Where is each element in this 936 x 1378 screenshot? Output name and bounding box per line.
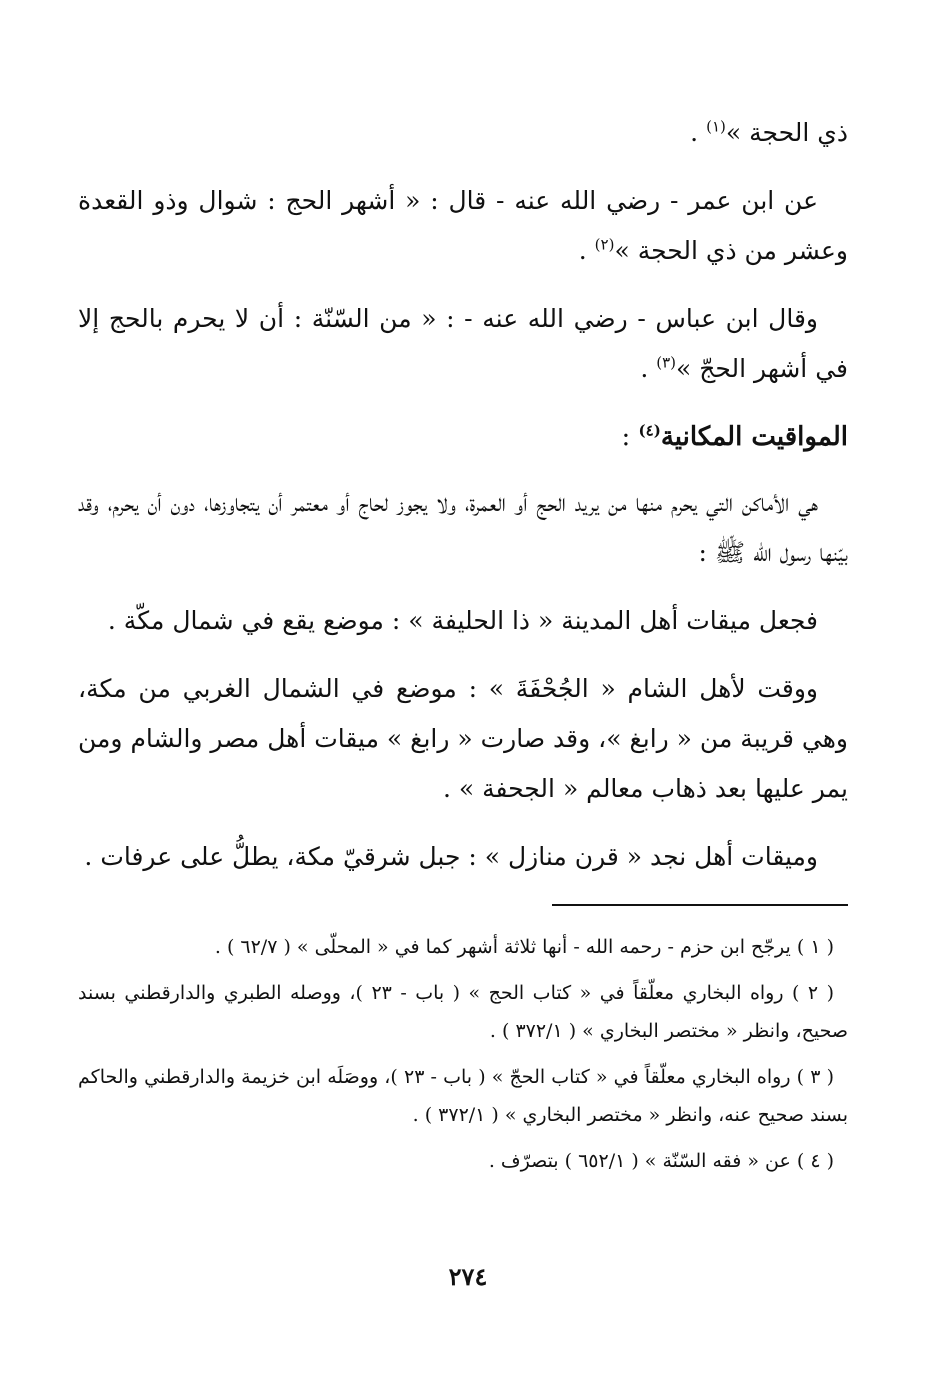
footnote-2: ( ٢ ) رواه البخاري معلّقاً في « كتاب الحج » ( باب - ٢٣ )، ووصله الطبري والدارقطني بسند صحيح، وانظر « مختصر البخاري » ( ٣٧٢/١ ) . (78, 982, 848, 1042)
footnote-marker: (١) (706, 117, 726, 136)
paragraph-text: عن ابن عمر - رضي الله عنه - قال : « أشهر الحج : شوال وذو القعدة وعشر من ذي الحجة » (78, 186, 848, 265)
body-paragraph-2: فجعل ميقات أهل المدينة « ذا الحليفة » : موضع يقع في شمال مكّة . (107, 606, 818, 635)
footnote-marker: (٢) (594, 235, 615, 254)
footnotes (78, 928, 848, 1188)
paragraph-end: . (578, 236, 595, 265)
footnote-marker: (٣) (656, 353, 677, 372)
page-number: ٢٧٤ (448, 1262, 488, 1291)
heading-text: المواقيت المكانية (660, 422, 848, 452)
body-paragraph-4: وميقات أهل نجد « قرن منازل » : جبل شرقيّ مكة، يطلُّ على عرفات . (84, 842, 818, 871)
paragraph-text: وقال ابن عباس - رضي الله عنه - : « من السّنّة : أن لا يحرم بالحج إلا في أشهر الحجّ » (78, 304, 848, 383)
footnote-4: ( ٤ ) عن « فقه السّنّة » ( ٦٥٢/١ ) بتصرّف . (488, 1150, 834, 1172)
footnote-marker: (٤) (638, 421, 661, 440)
body-paragraph-3: ووقت لأهل الشام « الجُحْفَةَ » : موضع في الشمال الغربي من مكة، وهي قريبة من « رابغ »، وقد صارت « رابغ » ميقات أهل مصر والشام ومن يمر عليها بعد ذهاب معالم « الجحفة » . (78, 674, 848, 803)
body-paragraph-1: هي الأماكن التي يحرم منها من يريد الحج أو العمرة، ولا يجوز لحاج أو معتمر أن يتجاوزها، دون أن يحرم، وقد بيّنها رسول الله ﷺ : (78, 488, 848, 567)
footnote-3: ( ٣ ) رواه البخاري معلّقاً في « كتاب الحجّ » ( باب - ٢٣ )، ووصَلَه ابن خزيمة والدارقطني والحاكم بسند صحيح عنه، وانظر « مختصر البخاري » ( ٣٧٢/١ ) . (78, 1066, 848, 1126)
paragraph-text: ذي الحجة » (725, 118, 848, 147)
footnote-divider (552, 904, 848, 906)
section-heading (78, 412, 848, 462)
paragraph-end: . (690, 118, 707, 147)
main-text (78, 108, 848, 900)
paragraph-3 (78, 294, 848, 394)
paragraph-1 (78, 108, 848, 158)
heading-end: : (621, 422, 639, 452)
paragraph-2 (78, 176, 848, 276)
footnote-1: ( ١ ) يرجّح ابن حزم - رحمه الله - أنها ثلاثة أشهر كما في « المحلّى » ( ٦٢/٧ ) . (214, 936, 834, 958)
paragraph-end: . (640, 354, 657, 383)
